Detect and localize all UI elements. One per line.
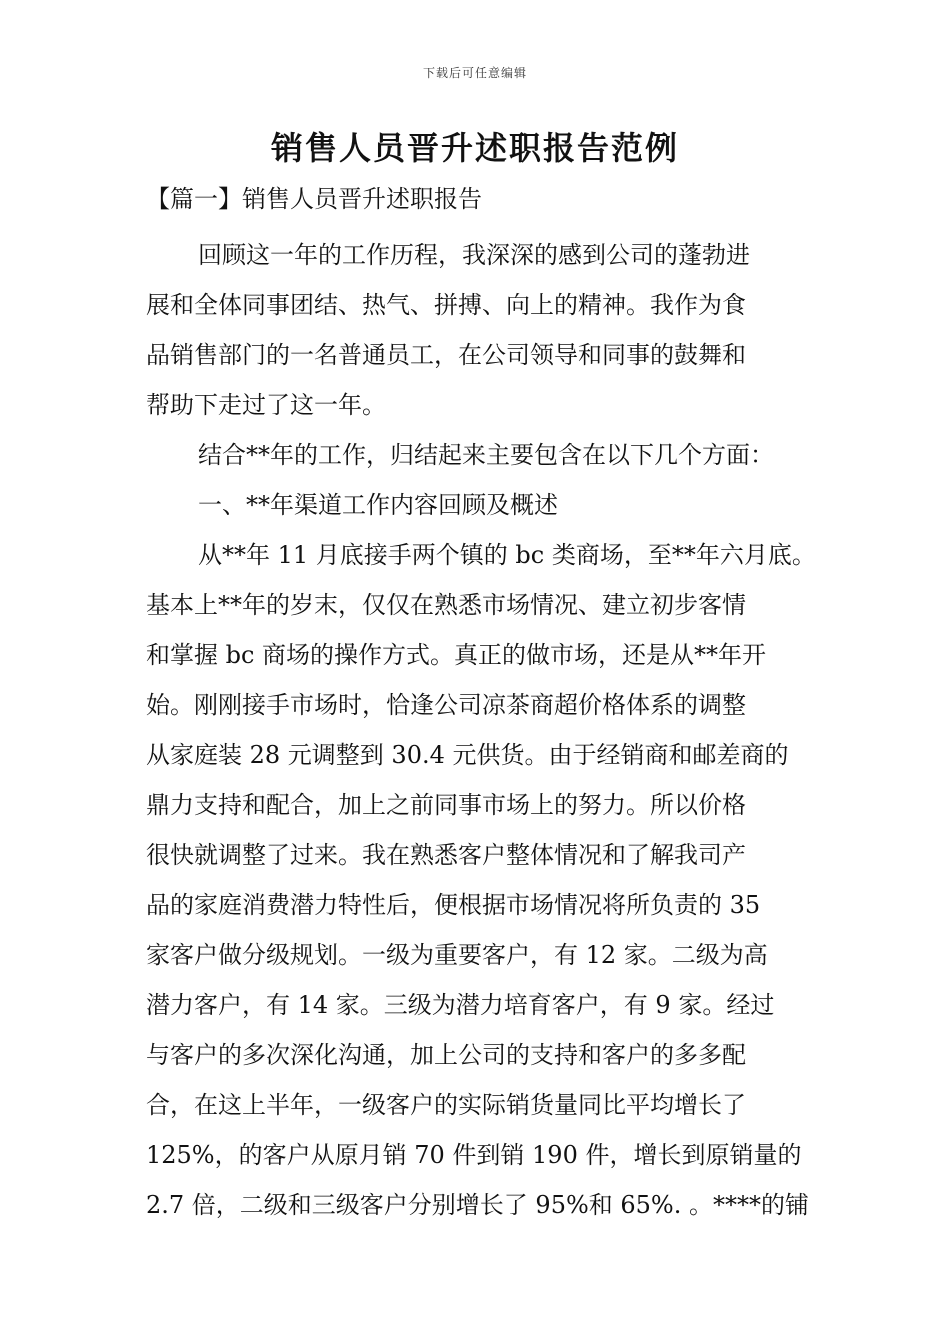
text-line: 一、**年渠道工作内容回顾及概述 xyxy=(198,491,558,519)
text-line: 与客户的多次深化沟通，加上公司的支持和客户的多多配 xyxy=(146,1041,746,1069)
text-line: 鼎力支持和配合，加上之前同事市场上的努力。所以价格 xyxy=(146,791,746,819)
document-body xyxy=(146,230,816,1230)
text-line: 帮助下走过了这一年。 xyxy=(146,391,386,419)
text-line: 从**年 11 月底接手两个镇的 bc 类商场，至**年六月底。 xyxy=(198,541,816,569)
text-line: 始。刚刚接手市场时，恰逢公司凉茶商超价格体系的调整 xyxy=(146,691,746,719)
text-line: 品的家庭消费潜力特性后，便根据市场情况将所负责的 35 xyxy=(146,891,761,919)
document-title: 销售人员晋升述职报告范例 xyxy=(270,129,679,167)
text-line: 很快就调整了过来。我在熟悉客户整体情况和了解我司产 xyxy=(146,841,746,869)
text-line: 品销售部门的一名普通员工，在公司领导和同事的鼓舞和 xyxy=(146,341,746,369)
text-line: 和掌握 bc 商场的操作方式。真正的做市场，还是从**年开 xyxy=(146,641,767,669)
text-line: 合，在这上半年，一级客户的实际销货量同比平均增长了 xyxy=(146,1091,746,1119)
text-line: 回顾这一年的工作历程，我深深的感到公司的蓬勃进 xyxy=(198,241,750,269)
header-note: 下载后可任意编辑 xyxy=(422,66,527,80)
text-line: 潜力客户，有 14 家。三级为潜力培育客户，有 9 家。经过 xyxy=(146,991,775,1019)
text-line: 基本上**年的岁末，仅仅在熟悉市场情况、建立初步客情 xyxy=(146,591,746,619)
text-line: 展和全体同事团结、热气、拼搏、向上的精神。我作为食 xyxy=(146,291,746,319)
text-line: 125%，的客户从原月销 70 件到销 190 件，增长到原销量的 xyxy=(146,1141,802,1169)
text-line: 家客户做分级规划。一级为重要客户，有 12 家。二级为高 xyxy=(146,941,768,969)
text-line: 结合**年的工作，归结起来主要包含在以下几个方面： xyxy=(198,441,774,469)
section-heading: 【篇一】销售人员晋升述职报告 xyxy=(146,185,482,213)
text-line: 从家庭装 28 元调整到 30.4 元供货。由于经销商和邮差商的 xyxy=(146,741,789,769)
text-line: 2.7 倍，二级和三级客户分别增长了 95%和 65%. 。****的铺 xyxy=(146,1191,809,1219)
